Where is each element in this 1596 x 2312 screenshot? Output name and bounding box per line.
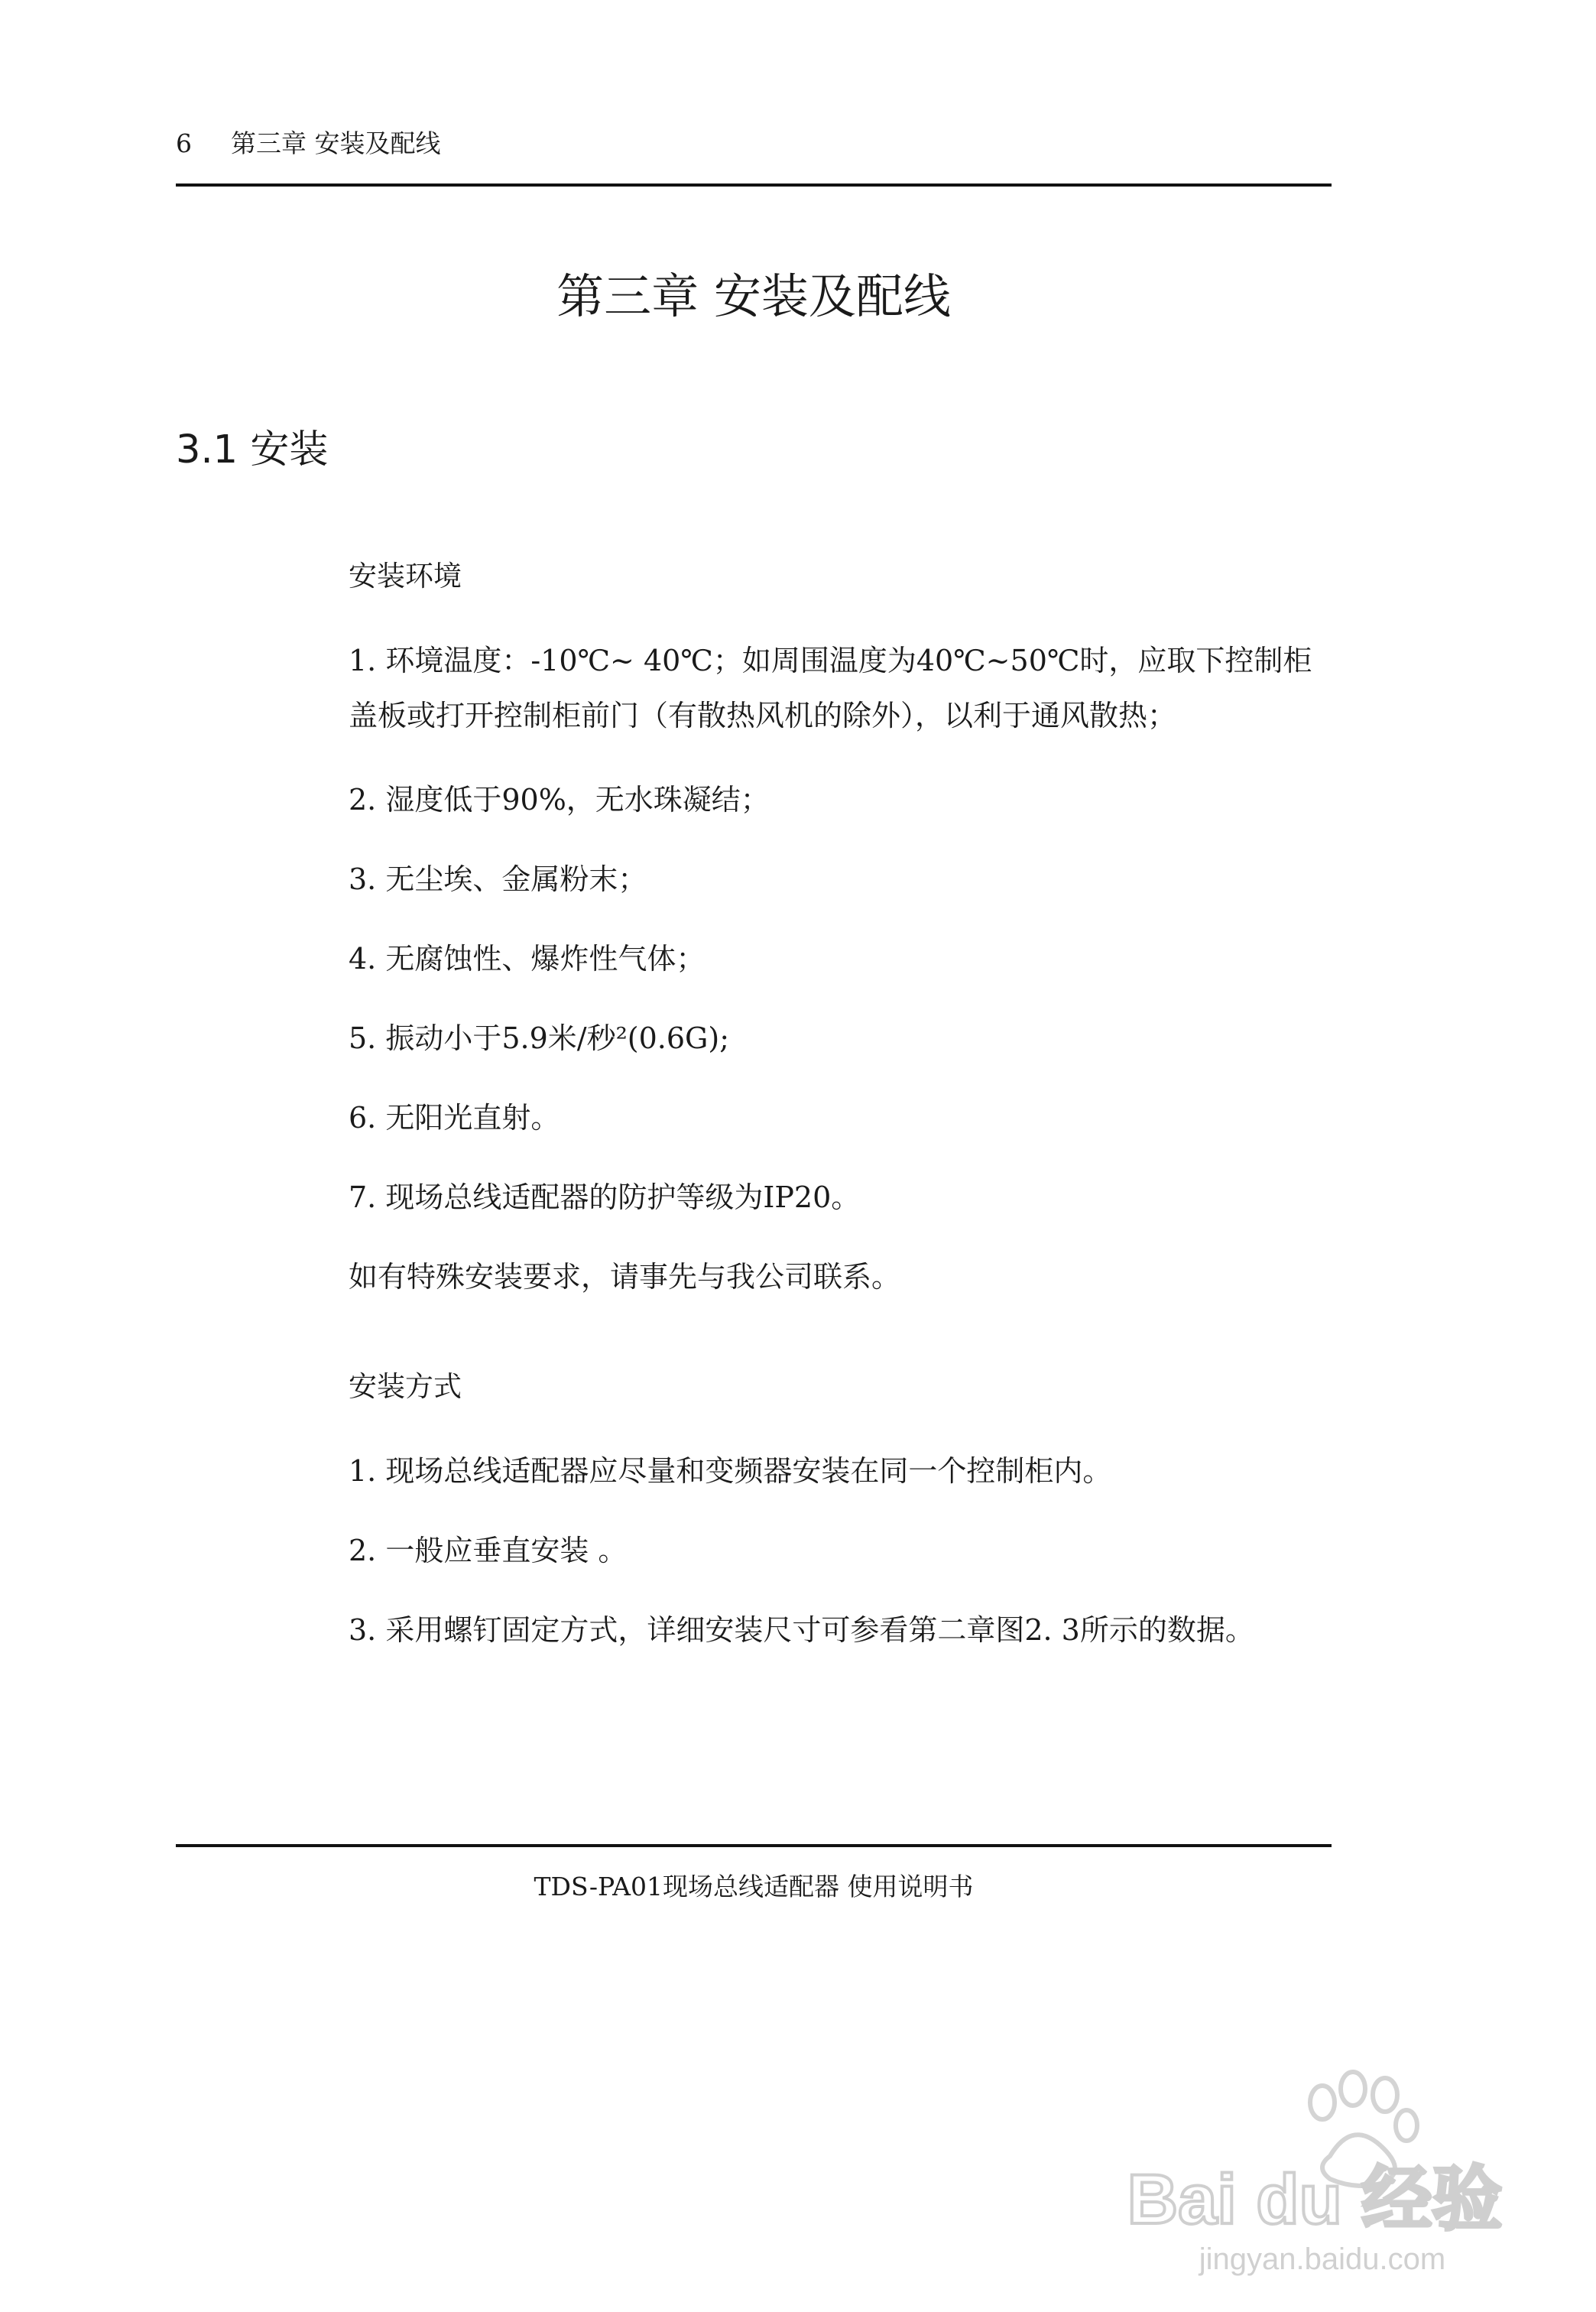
environment-item-6: 6. 无阳光直射。	[349, 1101, 560, 1135]
environment-note: 如有特殊安装要求，请事先与我公司联系。	[349, 1260, 901, 1294]
footer-rule	[176, 1844, 1332, 1847]
method-heading: 安装方式	[349, 1370, 462, 1403]
chapter-title: 第三章 安装及配线	[556, 268, 951, 324]
environment-item-4: 4. 无腐蚀性、爆炸性气体；	[349, 942, 706, 976]
environment-heading: 安装环境	[349, 560, 462, 593]
method-item-2: 2. 一般应垂直安装 。	[349, 1534, 628, 1567]
environment-item-2: 2. 湿度低于90%，无水珠凝结；	[349, 783, 770, 817]
environment-item-7: 7. 现场总线适配器的防护等级为IP20。	[349, 1180, 861, 1214]
environment-item-3: 3. 无尘埃、金属粉末；	[349, 862, 647, 896]
page-footer: TDS-PA01现场总线适配器 使用说明书	[534, 1872, 974, 1901]
environment-item-5: 5. 振动小于5.9米/秒²(0.6G);	[349, 1021, 730, 1055]
page-header	[176, 127, 441, 161]
header-rule	[176, 183, 1332, 187]
page-number: 6	[176, 128, 192, 158]
header-chapter: 第三章 安装及配线	[231, 128, 441, 158]
watermark-logo: Bai du 经验	[1127, 2161, 1503, 2239]
watermark-url: jingyan.baidu.com	[1199, 2242, 1446, 2276]
section-title: 3.1 安装	[176, 427, 329, 472]
method-item-1: 1. 现场总线适配器应尽量和变频器安装在同一个控制柜内。	[349, 1454, 1112, 1488]
environment-item-1: 1. 环境温度：-10℃~ 40℃；如周围温度为40℃~50℃时，应取下控制柜盖板或打开控制柜前门（有散热风机的除外），以利于通风散热；	[349, 644, 1312, 732]
baidu-jingyan-watermark	[1101, 2057, 1529, 2278]
method-item-3: 3. 采用螺钉固定方式，详细安装尺寸可参看第二章图2. 3所示的数据。	[349, 1613, 1254, 1647]
